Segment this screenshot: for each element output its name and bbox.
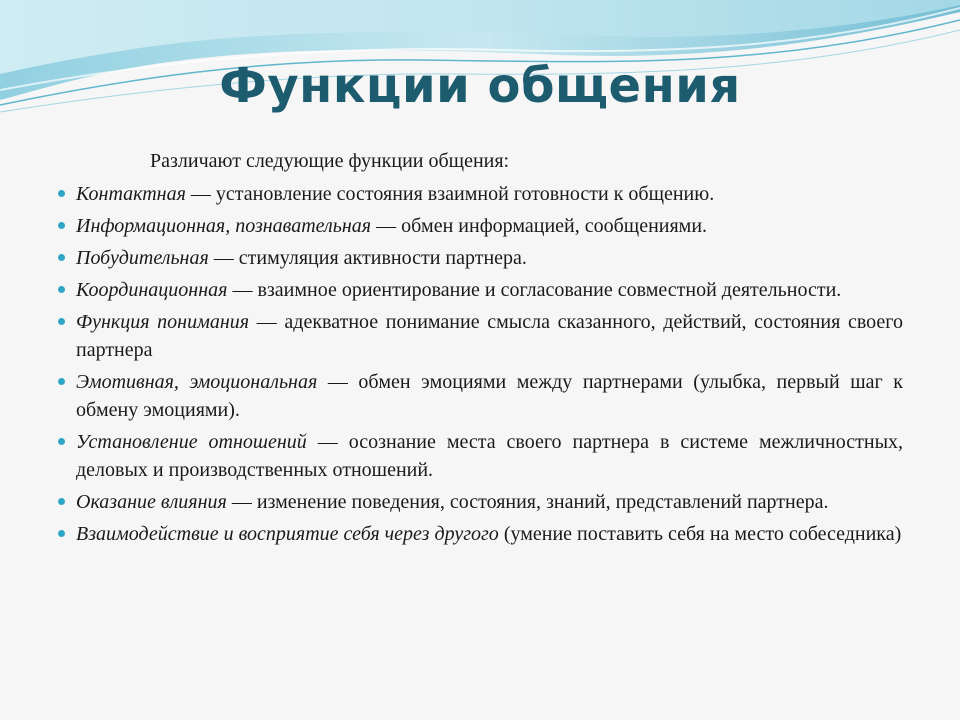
bullet-icon [58, 318, 65, 325]
function-description: — стимуляция активности партнера. [208, 247, 527, 269]
function-description: (умение поставить себя на место собеседника) [498, 523, 902, 545]
list-item [58, 428, 903, 484]
bullet-icon [58, 254, 65, 261]
bullet-icon [58, 286, 65, 293]
function-description: — обмен информацией, сообщениями. [371, 215, 708, 237]
function-term: Побудительная [76, 247, 209, 269]
function-description: — обмен эмоциями между партнерами (улыбка, первый шаг к обмену эмоциями). [76, 371, 903, 421]
function-term: Контактная [76, 183, 186, 205]
function-description: — взаимное ориентирование и согласование совместной деятельности. [227, 279, 842, 301]
list-item [58, 368, 903, 424]
list-item [58, 276, 903, 304]
list-item [58, 180, 903, 208]
function-term: Оказание влияния [76, 491, 227, 513]
bullet-icon [58, 498, 65, 505]
bullet-icon [58, 438, 65, 445]
list-item [58, 244, 903, 272]
slide-title: Функции общения [219, 58, 741, 114]
function-description: — изменение поведения, состояния, знаний, представлений партнера. [226, 491, 829, 513]
function-term: Взаимодействие и восприятие себя через другого [76, 523, 499, 545]
function-description: — адекватное понимание смысла сказанного, действий, состояния своего партнера [76, 311, 903, 361]
function-term: Координационная [76, 279, 228, 301]
function-description: — осознание места своего партнера в системе межличностных, деловых и производственных отношений. [76, 431, 904, 481]
function-term: Функция понимания [76, 311, 250, 333]
function-term: Информационная, познавательная [76, 215, 372, 237]
bullet-icon [58, 530, 65, 537]
functions-list [58, 180, 903, 552]
bullet-icon [58, 378, 65, 385]
intro-text: Различают следующие функции общения: [150, 150, 510, 172]
list-item [58, 212, 903, 240]
bullet-icon [58, 190, 65, 197]
bullet-icon [58, 222, 65, 229]
list-item [58, 488, 903, 516]
function-description: — установление состояния взаимной готовности к общению. [185, 183, 715, 205]
list-item [58, 520, 903, 548]
function-term: Установление отношений [76, 431, 307, 453]
function-term: Эмотивная, эмоциональная [76, 371, 318, 393]
list-item [58, 308, 903, 364]
